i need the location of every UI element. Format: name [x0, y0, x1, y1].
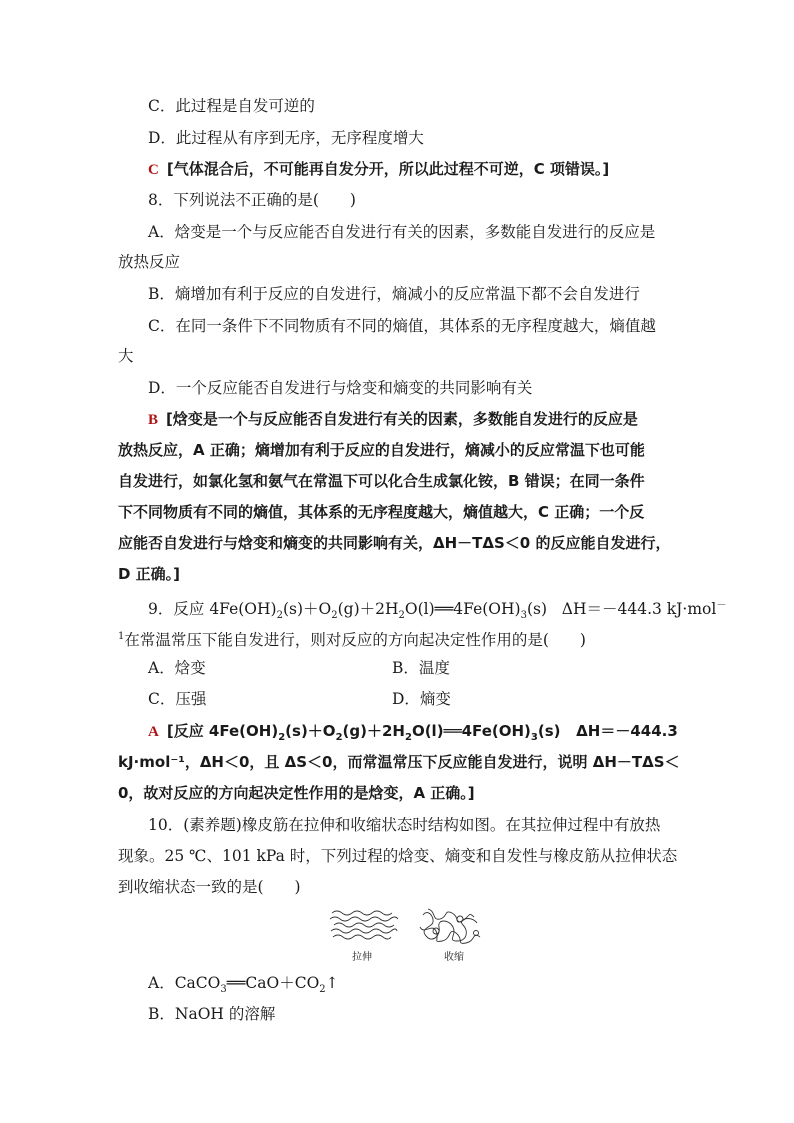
q8-option-a-line2: 放热反应	[118, 253, 181, 271]
q9-option-b: B．温度	[392, 659, 450, 677]
q9-stem-line2: $^1$在常温常压下能自发进行，则对反应的方向起决定性作用的是( )	[118, 631, 586, 650]
q10-stem-line1: 10．(素养题)橡皮筋在拉伸和收缩状态时结构如图。在其拉伸过程中有放热	[148, 816, 661, 834]
rubber-band-figure	[328, 905, 488, 965]
q8-explanation-5: 应能否自发进行与焓变和熵变的共同影响有关，ΔH－TΔS＜0 的反应能自发进行，	[118, 534, 671, 552]
q10-option-b: B．NaOH 的溶解	[148, 1005, 276, 1023]
q8-explanation-2: 放热反应，A 正确；熵增加有利于反应的自发进行，熵减小的反应常温下也可能	[118, 441, 645, 459]
q8-option-c-line2: 大	[118, 347, 134, 365]
q8-option-b: B．熵增加有利于反应的自发进行，熵减小的反应常温下都不会自发进行	[148, 285, 640, 303]
q9-equation: $4Fe(OH)_2(s)+O_2(g)+2H_2O(l)══4Fe(OH)_3(s)$	[209, 600, 547, 622]
q10-stem-line3: 到收缩状态一致的是( )	[118, 878, 301, 896]
q9-stem-line1: 9．反应 $4Fe(OH)_2(s)+O_2(g)+2H_2O(l)══4Fe(OH)_3(s)$ ΔH＝－444.3 kJ·mol－	[148, 600, 727, 622]
q9-explanation-1: [反应 $4Fe(OH)_2(s)+O_2(g)+2H_2O(l)══4Fe(OH)_3(s)$	[166, 722, 577, 743]
q9-explanation-3: 0，故对反应的方向起决定性作用的是焓变，A 正确。]	[118, 784, 475, 802]
stretched-chains	[330, 911, 398, 939]
figure-label-shrink: 收缩	[444, 952, 464, 963]
q8-explanation-1: [焓变是一个与反应能否自发进行有关的因素，多数能自发进行的反应是	[166, 410, 638, 428]
q7-answer-text: [气体混合后，不可能再自发分开，所以此过程不可逆，C 项错误。]	[166, 160, 610, 178]
q9-explanation-enthalpy: ΔH＝－444.3	[576, 722, 678, 740]
q9-enthalpy: ΔH＝－444.3 kJ·mol	[561, 600, 717, 619]
q8-option-c-line1: C．在同一条件下不同物质有不同的熵值，其体系的无序程度越大，熵值越	[148, 317, 656, 335]
q7-option-d: D．此过程从有序到无序，无序程度增大	[148, 129, 424, 147]
q9-option-a: A．焓变	[148, 659, 206, 677]
q8-explanation-6: D 正确。]	[118, 565, 181, 583]
rubber-band-diagram	[328, 905, 488, 947]
q8-explanation-3: 自发进行，如氯化氢和氨气在常温下可以化合生成氯化铵，B 错误；在同一条件	[118, 472, 645, 490]
q8-option-d: D．一个反应能否自发进行与焓变和熵变的共同影响有关	[148, 379, 533, 397]
q9-answer-line1	[148, 721, 678, 748]
q9-number: 9．反应	[148, 600, 205, 619]
q10-stem-line2: 现象。25 ℃、101 kPa 时，下列过程的焓变、熵变和自发性与橡皮筋从拉伸状态	[118, 847, 678, 865]
q8-explanation-4: 下不同物质有不同的熵值，其体系的无序程度越大，熵值越大，C 正确；一个反	[118, 503, 645, 521]
q9-option-c: C．压强	[148, 690, 207, 708]
q8-stem: 8．下列说法不正确的是( )	[148, 191, 356, 209]
q8-answer-line1	[148, 409, 638, 430]
q9-explanation-2: kJ·mol⁻¹，ΔH＜0，且 ΔS＜0，而常温常压下反应能自发进行，说明 ΔH－TΔS＜	[118, 753, 680, 771]
q7-answer	[148, 159, 609, 180]
contracted-chains	[420, 909, 480, 943]
q8-answer-letter: B	[148, 412, 159, 428]
q8-option-a-line1: A．焓变是一个与反应能否自发进行有关的因素，多数能自发进行的反应是	[148, 223, 656, 241]
figure-label-stretch: 拉伸	[352, 952, 372, 963]
q7-option-c: C．此过程是自发可逆的	[148, 97, 315, 115]
q7-answer-letter: C	[148, 162, 159, 178]
q10-option-a: A．$CaCO_3══CaO+CO_2↑$	[148, 974, 339, 996]
q9-stem-rest: 在常温常压下能自发进行，则对反应的方向起决定性作用的是( )	[124, 631, 586, 650]
q9-option-d: D．熵变	[392, 690, 451, 708]
q9-answer-letter: A	[148, 724, 159, 740]
